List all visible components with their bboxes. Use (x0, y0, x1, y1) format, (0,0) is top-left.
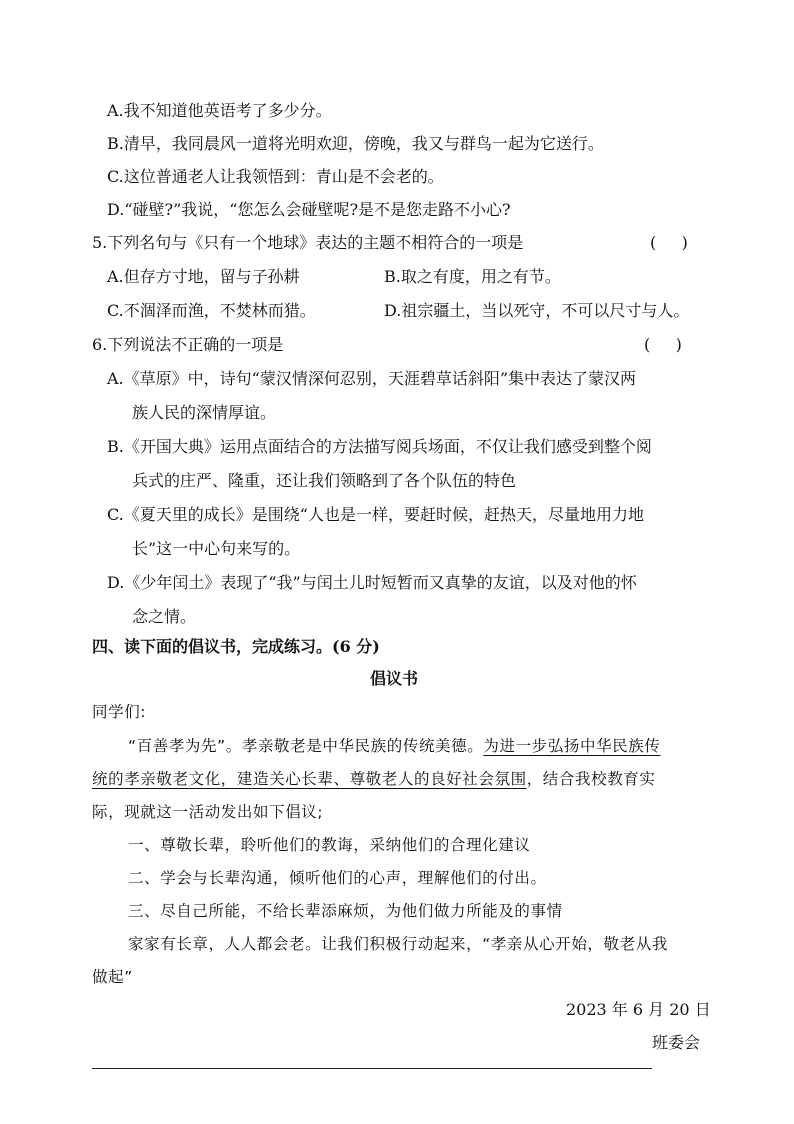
q5-answer-blank: ( ) (650, 233, 688, 252)
q5-stem: 5.下列名句与《只有一个地球》表达的主题不相符合的一项是 (92, 233, 524, 252)
q4-option-c: C.这位普通老人让我领悟到：青山是不会老的。 (107, 167, 444, 186)
q6-answer-blank: ( ) (644, 335, 682, 354)
q6-option-a-line1: A.《草原》中，诗句“蒙汉情深何忍别，天涯碧草话斜阳”集中表达了蒙汉两 (107, 369, 637, 388)
q6-option-c-line1: C.《夏天里的成长》是围绕“人也是一样，要赶时候，赶热天，尽量地用力地 (107, 505, 644, 524)
proposal-signature: 班委会 (652, 1033, 701, 1052)
proposal-item-1: 一、尊敬长辈，聆听他们的教诲，采纳他们的合理化建议 (128, 836, 531, 854)
q5-option-a: A.但存方寸地，留与子孙耕 (107, 267, 300, 286)
proposal-item-3: 三、尽自己所能，不给长辈添麻烦，为他们做力所能及的事情 (128, 902, 563, 920)
q4-option-b: B.清早，我同晨风一道将光明欢迎，傍晚，我又与群鸟一起为它送行。 (107, 134, 604, 153)
underlined-text-part2: 统的孝亲敬老文化，建造关心长辈、尊敬老人的良好社会氛围 (92, 770, 527, 788)
proposal-closing-line2: 做起” (92, 968, 133, 986)
q6-option-c-line2: 长”这一中心句来写的。 (132, 539, 301, 558)
bottom-divider (92, 1068, 652, 1069)
q5-option-b: B.取之有度，用之有节。 (384, 267, 561, 286)
proposal-paragraph-line3: 际，现就这一活动发出如下倡议; (92, 803, 324, 821)
q6-option-b-line1: B.《开国大典》运用点面结合的方法描写阅兵场面，不仅让我们感受到整个阅 (107, 437, 652, 456)
q4-option-d: D.“碰壁?”我说，“您怎么会碰壁呢?是不是您走路不小心? (107, 200, 511, 219)
proposal-paragraph-line2 (92, 768, 656, 790)
proposal-closing-line1: 家家有长章，人人都会老。让我们积极行动起来，“孝亲从心开始，敬老从我 (128, 935, 668, 953)
underlined-text-part1: 为进一步弘扬中华民族传 (483, 737, 661, 755)
q6-option-b-line2: 兵式的庄严、隆重，还让我们领略到了各个队伍的特色 (132, 471, 517, 490)
q5-option-d: D.祖宗疆土，当以死守，不可以尺寸与人。 (384, 301, 690, 320)
proposal-title: 倡议书 (370, 669, 419, 688)
proposal-paragraph-line1 (128, 735, 660, 757)
paragraph-opening-text: “百善孝为先”。孝亲敬老是中华民族的传统美德。 (128, 737, 484, 755)
proposal-date: 2023 年 6 月 20 日 (566, 1000, 711, 1019)
q6-option-d-line1: D.《少年闰土》表现了“我”与闰土儿时短暂而又真挚的友谊，以及对他的怀 (107, 573, 637, 592)
proposal-item-2: 二、学会与长辈沟通，倾听他们的心声，理解他们的付出。 (128, 869, 547, 887)
section-heading: 四、读下面的倡议书，完成练习。(6 分) (92, 637, 380, 656)
q6-option-d-line2: 念之情。 (132, 607, 197, 626)
q5-option-c: C.不涸泽而渔，不焚林而猎。 (107, 301, 316, 320)
q6-option-a-line2: 族人民的深情厚谊。 (132, 403, 277, 422)
paragraph-continuation-text: ，结合我校教育实 (526, 770, 656, 788)
q4-option-a: A.我不知道他英语考了多少分。 (107, 101, 332, 120)
q6-stem: 6.下列说法不正确的一项是 (92, 335, 284, 354)
proposal-greeting: 同学们: (92, 703, 147, 721)
